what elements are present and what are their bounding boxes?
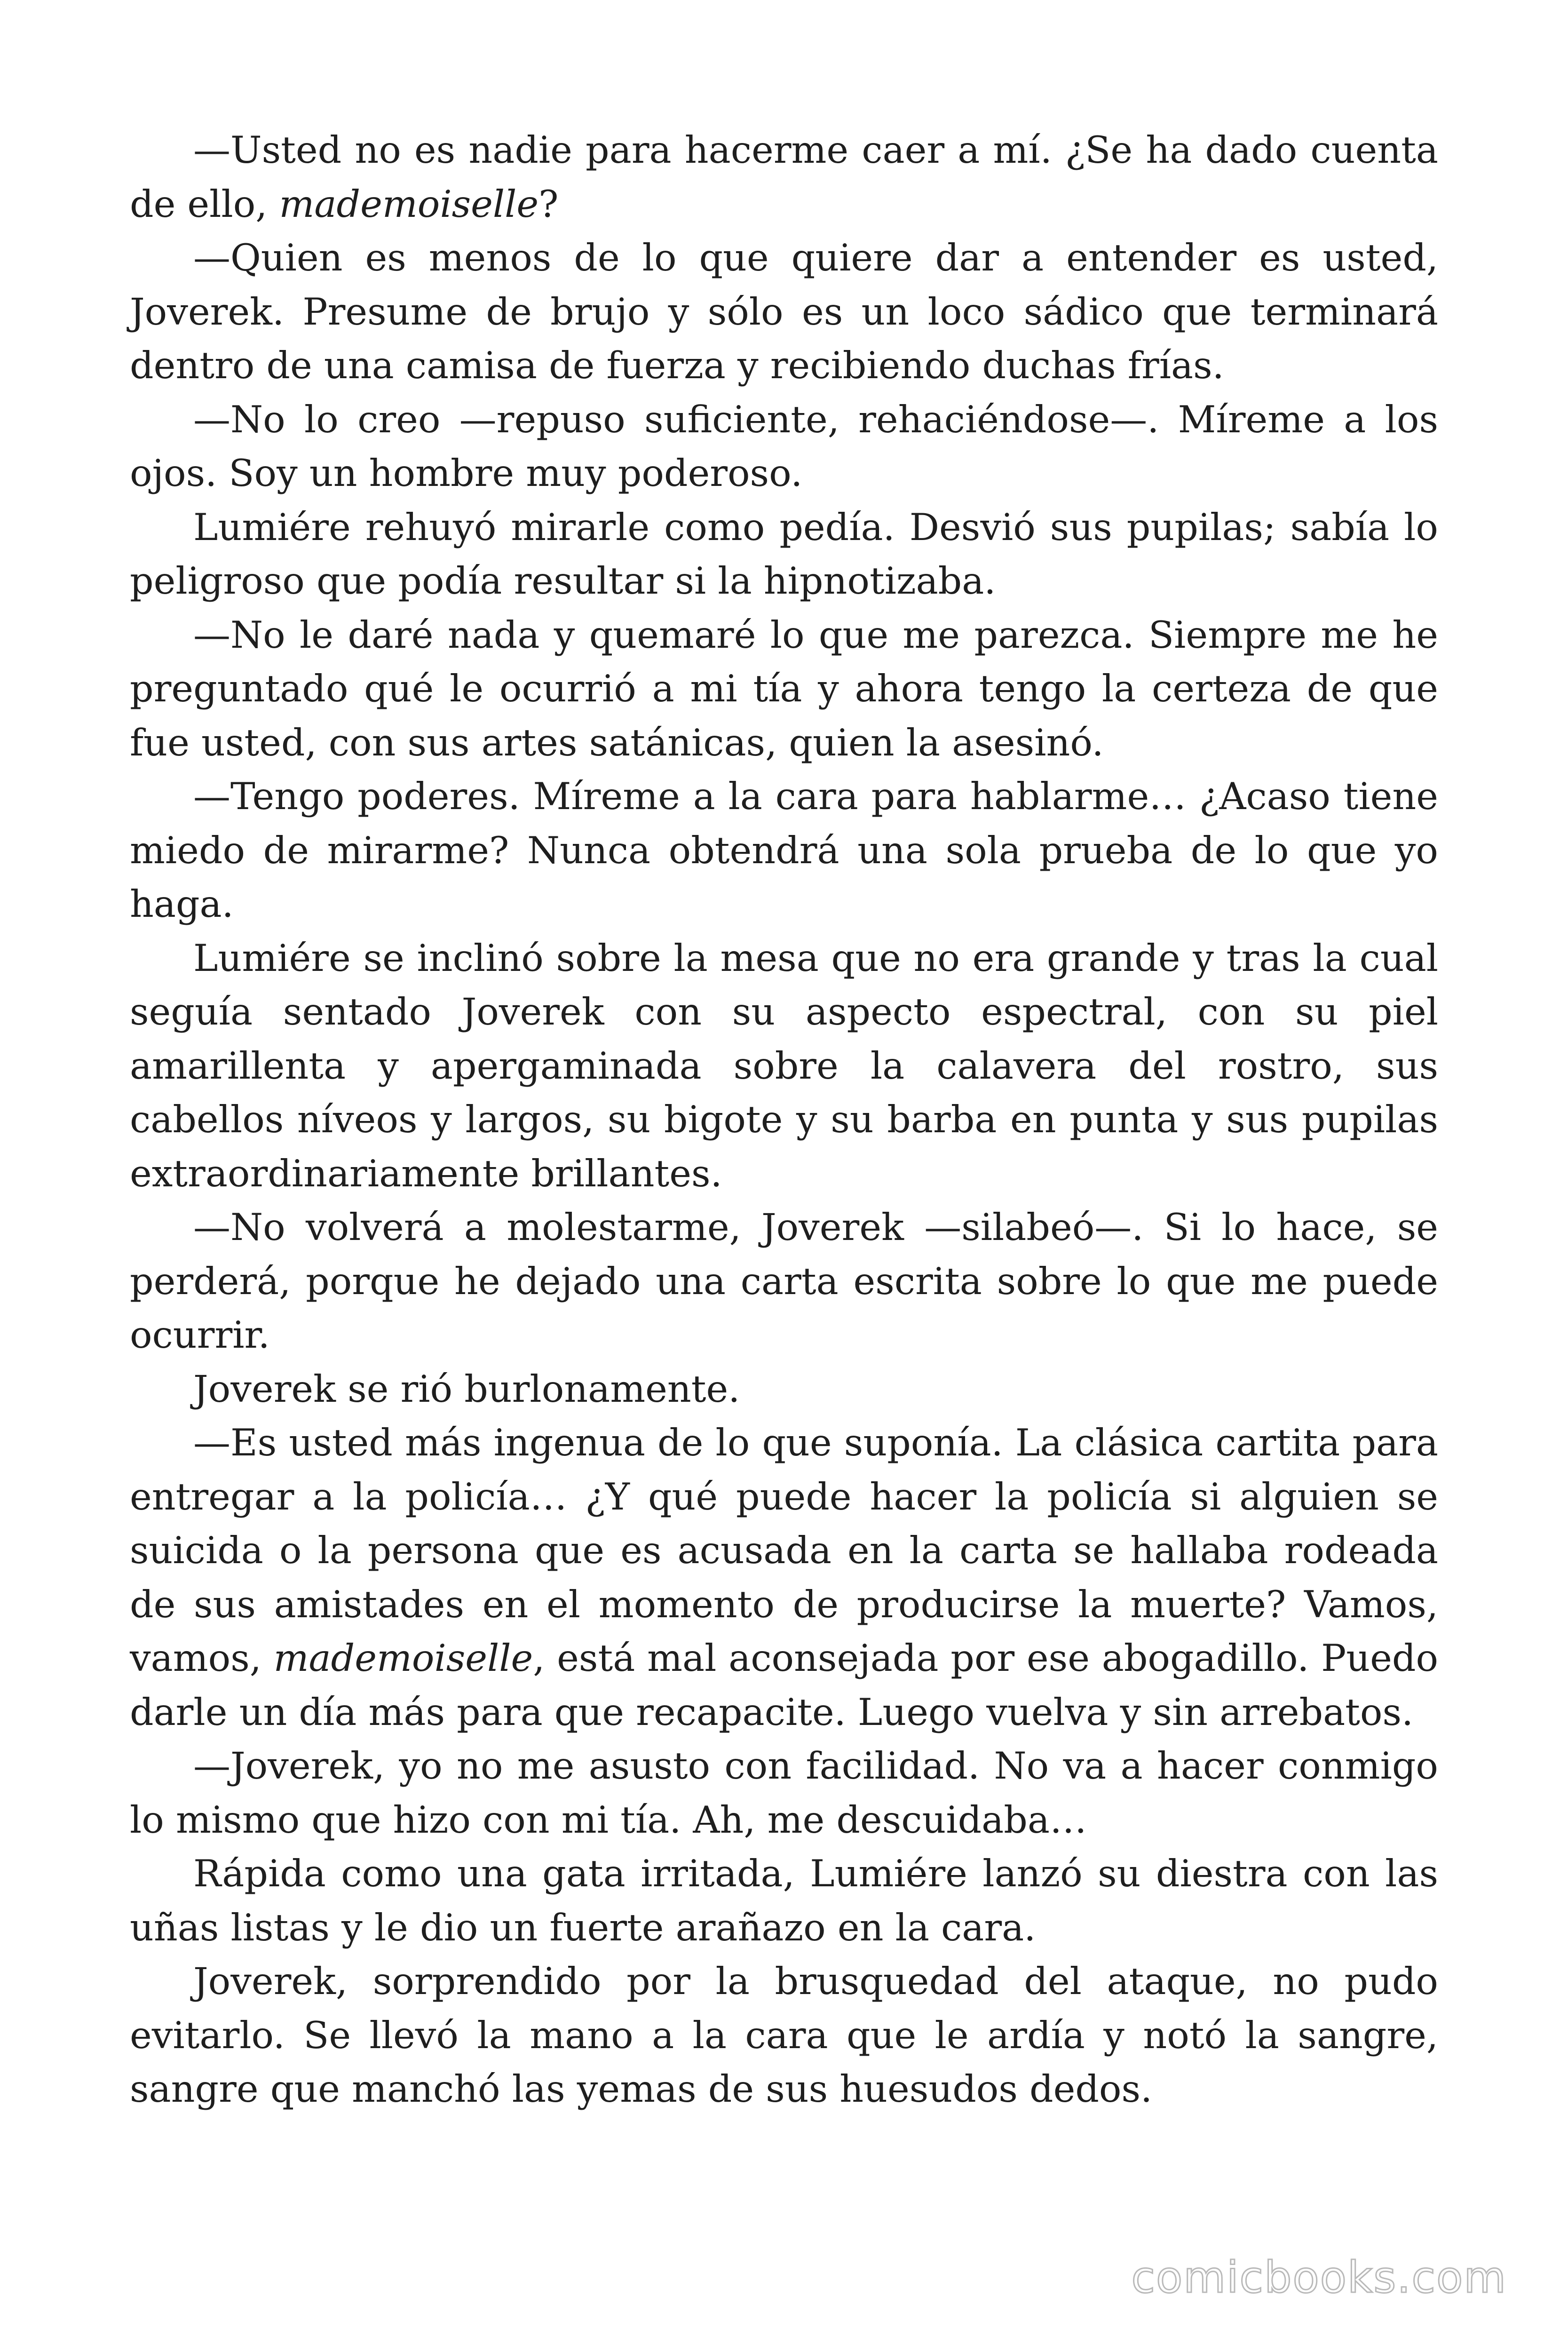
paragraph: —Tengo poderes. Míreme a la cara para hablarme… ¿Acaso tiene miedo de mirarme? Nunca obtendrá una sola prueba de lo que yo haga. (130, 775, 1438, 926)
paragraph: Rápida como una gata irritada, Lumiére lanzó su diestra con las uñas listas y le dio un fuerte arañazo en la cara. (130, 1852, 1438, 1949)
paragraph: —No lo creo —repuso suficiente, rehaciéndose—. Míreme a los ojos. Soy un hombre muy poderoso. (130, 397, 1438, 495)
body-text (130, 123, 1438, 2116)
paragraph: —Usted no es nadie para hacerme caer a mí. ¿Se ha dado cuenta de ello, mademoiselle? (130, 128, 1438, 226)
paragraph: —Quien es menos de lo que quiere dar a entender es usted, Joverek. Presume de brujo y sólo es un loco sádico que terminará dentro de una camisa de fuerza y recibiendo duchas frías. (130, 236, 1438, 387)
paragraph: —No le daré nada y quemaré lo que me parezca. Siempre me he preguntado qué le ocurrió a mi tía y ahora tengo la certeza de que fue usted, con sus artes satánicas, quien la asesinó. (130, 613, 1438, 764)
paragraph: —Es usted más ingenua de lo que suponía. La clásica cartita para entregar a la policía… ¿Y qué puede hacer la policía si alguien se suicida o la persona que es acusada en la carta se hallaba rodeada de sus amistades en el momento de producirse la muerte? Vamos, vamos, mademoiselle, está mal aconsejada por ese abogadillo. Puedo darle un día más para que recapacite. Luego vuelva y sin arrebatos. (130, 1421, 1439, 1734)
paragraph: Lumiére se inclinó sobre la mesa que no era grande y tras la cual seguía sentado Joverek con su aspecto espectral, con su piel amarillenta y apergaminada sobre la calavera del rostro, sus cabellos níveos y largos, su bigote y su barba en punta y sus pupilas extraordinariamente brillantes. (130, 936, 1438, 1195)
paragraph: —Joverek, yo no me asusto con facilidad. No va a hacer conmigo lo mismo que hizo con mi tía. Ah, me descuidaba… (130, 1744, 1438, 1842)
paragraph: Joverek se rió burlonamente. (193, 1367, 740, 1411)
italic-word: mademoiselle (279, 182, 539, 226)
paragraph: Joverek, sorprendido por la brusquedad del ataque, no pudo evitarlo. Se llevó la mano a la cara que le ardía y notó la sangre, sangre que manchó las yemas de sus huesudos dedos. (130, 1960, 1438, 2111)
paragraph: —No volverá a molestarme, Joverek —silabeó—. Si lo hace, se perderá, porque he dejado una carta escrita sobre lo que me puede ocurrir. (130, 1206, 1438, 1357)
watermark: comicbooks.com (1131, 2252, 1507, 2303)
italic-word: mademoiselle (273, 1637, 533, 1680)
paragraph: Lumiére rehuyó mirarle como pedía. Desvió sus pupilas; sabía lo peligroso que podía resultar si la hipnotizaba. (130, 505, 1438, 603)
